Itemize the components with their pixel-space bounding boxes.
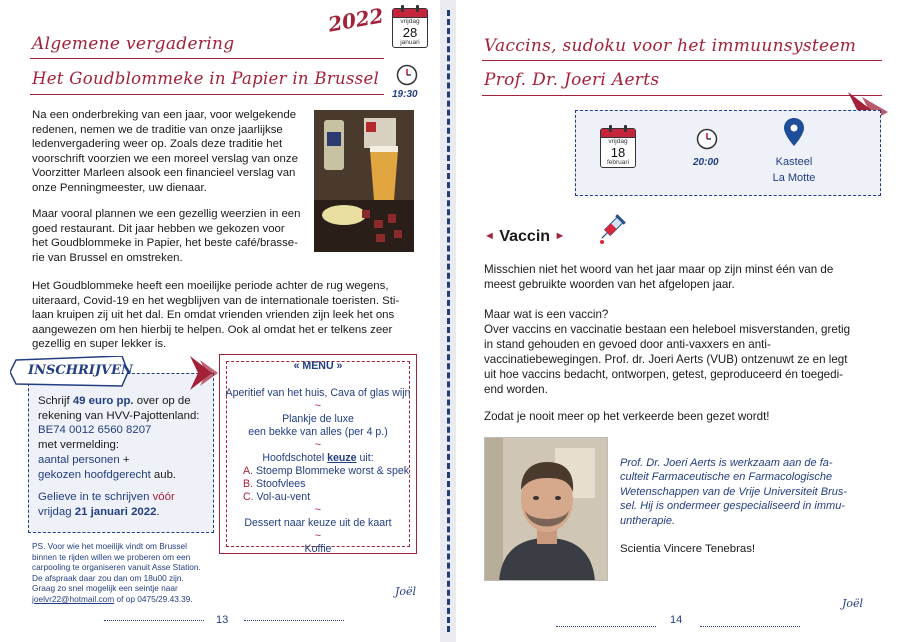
- year-label: 2022: [326, 3, 386, 37]
- ps-note: PS. Voor wie het moeilijk vindt om Brussel binnen te rijden willen we proberen om een carpooling te organiseren vanuit Asse Station. De afspraak daar zou dan om 18u00 zijn. Graag zo snel mogelijk een seintje naar joelvr22@hotmail.com of op 0475/29.43.39.: [32, 541, 201, 604]
- right-subtitle-rule: [482, 95, 882, 96]
- menu-content: « MENU » Aperitief van het huis, Cava of glas wijn ~ Plankje de luxe een bekke van alles (per 4 p.) ~ Hoofdschotel keuze uit: A. Stoemp Blommeke worst & spek B. Stoofvlees C. Vol-au-vent ~ Dessert naar keuze uit de kaart ~ Koffie: [219, 360, 417, 556]
- food-photo: [314, 110, 414, 252]
- clock-icon: [696, 128, 718, 150]
- footer-dots: [104, 620, 204, 621]
- title-rule: [30, 58, 384, 59]
- calendar-month: februari: [606, 159, 630, 166]
- right-paragraph-2: Maar wat is een vaccin? Over vaccins en vaccinatie bestaan een heleboel misverstanden, gretig in stand gehouden en gevoed door anti-vaxxers en anti- vaccinatiebewegingen. Prof. dr. Joeri Aerts (VUB) ontzenuwt ze en legt uit hoe vaccins bedacht, ontworpen, getest, geproduceerd én toegedi- end worden.: [484, 308, 851, 396]
- iban: BE74 0012 6560 8207: [38, 424, 152, 437]
- left-paragraph-1: Na een onderbreking van een jaar, voor welgekende redenen, nemen we de traditie van onze jaarlijkse ledenvergadering weer op. Zoals deze traditie het voorschrift voorzien we een moreel verslag van onze Voorzitter Marleen alsook een financieel verslag van onze Penningmeester, uw dienaar.: [32, 109, 298, 194]
- syringe-icon: [594, 212, 628, 246]
- registration-badge-label: INSCHRIJVEN: [28, 363, 133, 378]
- ps-email-link[interactable]: joelvr22@hotmail.com: [32, 593, 115, 604]
- arrow-right-icon: [190, 356, 220, 390]
- left-title: Algemene vergadering: [32, 34, 235, 54]
- section-heading: ◄ Vaccin ►: [484, 228, 566, 245]
- left-signature: Joël: [395, 585, 417, 598]
- footer-dots: [556, 626, 656, 627]
- subtitle-rule: [30, 94, 384, 95]
- footer-dots: [700, 626, 800, 627]
- portrait-photo: [484, 437, 608, 581]
- event-location: Kasteel La Motte: [772, 156, 816, 184]
- page-number-left: 13: [216, 614, 229, 626]
- bio-text: Prof. Dr. Joeri Aerts is werkzaam aan de fa- culteit Farmaceutische en Farmacologische Wetenschappen van de Vrije Universiteit Brus- sel. Hij is ondermeer gespecialiseerd in immu- untherapie.: [620, 457, 848, 527]
- right-paragraph-1: Misschien niet het woord van het jaar maar op zijn minst één van de meest gebruikte woorden van het afgelopen jaar.: [484, 263, 834, 291]
- location-pin-icon: [784, 118, 804, 146]
- right-paragraph-3: Zodat je nooit meer op het verkeerde been gezet wordt!: [484, 410, 770, 423]
- event-time: 20:00: [693, 157, 719, 168]
- right-title-rule: [482, 60, 882, 61]
- footer-dots: [244, 620, 344, 621]
- calendar-day: 28: [402, 25, 418, 40]
- motto: Scientia Vincere Tenebras!: [620, 543, 756, 555]
- calendar-month: januari: [400, 39, 420, 46]
- registration-text: Schrijf 49 euro pp. over op de rekening van HVV-Pajottenland: BE74 0012 6560 8207 met vermelding: aantal personen + gekozen hoofdgerecht aub. Gelieve in te schrijven vóór vrijdag 21 januari 2022.: [38, 394, 210, 520]
- left-paragraph-2: Maar vooral plannen we een gezellig weerzien in een goed restaurant. Dit jaar hebben we gekozen voor het Goudblommeke in Papier, het beste café/brasse- rie van Brussel en omstreken.: [32, 208, 301, 264]
- menu-heading: « MENU »: [293, 360, 343, 372]
- calendar-day: 18: [610, 145, 626, 160]
- calendar-weekday: vrijdag: [608, 138, 628, 145]
- right-subtitle: Prof. Dr. Joeri Aerts: [484, 70, 660, 90]
- left-paragraph-3: Het Goudblommeke heeft een moeilijke periode achter de rug wegens, uiteraard, Covid-19 en het wegblijven van de internationale toeristen. Sti- laan kruipen zij uit het dal. En omdat vrienden vrienden zijn leek het ons aangewezen om hen hierbij te helpen. Ook al omdat het er telkens zeer gezellig en super lekker is.: [32, 280, 400, 351]
- calendar-icon: [600, 128, 636, 168]
- clock-icon: [396, 64, 418, 86]
- calendar-icon: [392, 8, 428, 48]
- event-time: 19:30: [392, 89, 418, 100]
- left-subtitle: Het Goudblommeke in Papier in Brussel: [32, 69, 380, 88]
- gutter-divider: [447, 10, 450, 632]
- right-signature: Joël: [842, 597, 864, 610]
- page-number-right: 14: [670, 614, 683, 626]
- calendar-weekday: vrijdag: [400, 18, 420, 25]
- right-title: Vaccins, sudoku voor het immuunsysteem: [484, 36, 857, 56]
